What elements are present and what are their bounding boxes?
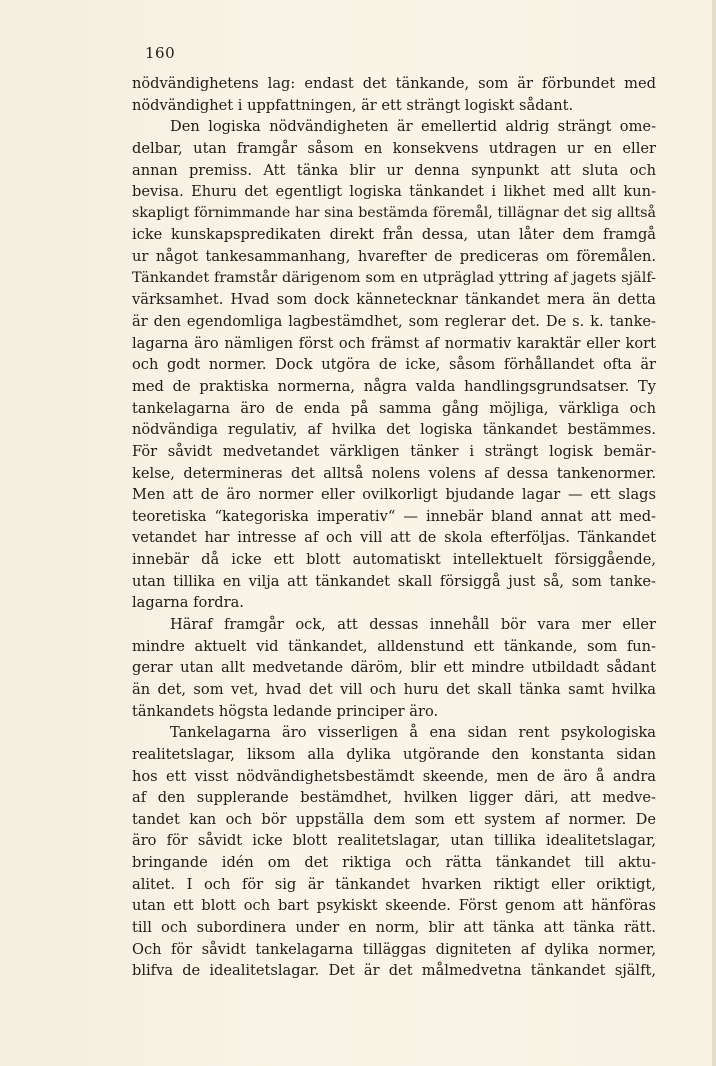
text-line: annan premiss. Att tänka blir ur denna synpunkt att sluta och xyxy=(132,161,656,179)
text-line: än det, som vet, hvad det vill och huru det skall tänka samt hvilka xyxy=(132,680,656,698)
text-line: lagarna fordra. xyxy=(132,594,244,612)
page-number: 160 xyxy=(145,44,176,62)
text-line: lagarna äro nämligen först och främst af normativ karaktär eller kort xyxy=(132,334,656,352)
text-line: skapligt förnimmande har sina bestämda föremål, tillägnar det sig alltså xyxy=(132,204,656,221)
text-line: utan ett blott och bart psykiskt skeende. Först genom att hänföras xyxy=(132,897,656,915)
text-line: tankelagarna äro de enda på samma gång möjliga, värkliga och xyxy=(132,399,656,417)
text-line: kelse, determineras det alltså nolens volens af dessa tankenormer. xyxy=(132,464,656,482)
text-line: ur något tankesammanhang, hvarefter de prediceras om föremålen. xyxy=(132,248,656,266)
text-line: mindre aktuelt vid tänkandet, alldenstund ett tänkande, som fun- xyxy=(132,637,656,655)
text-line: realitetslagar, liksom alla dylika utgörande den konstanta sidan xyxy=(132,745,656,763)
text-line: äro för såvidt icke blott realitetslagar, utan tillika idealitetslagar, xyxy=(132,832,656,850)
text-line: Häraf framgår ock, att dessas innehåll bör vara mer eller xyxy=(170,616,656,634)
text-line: nödvändiga regulativ, af hvilka det logiska tänkandet bestämmes. xyxy=(132,421,656,439)
text-line: med de praktiska normerna, några valda handlingsgrundsatser. Ty xyxy=(132,377,656,395)
text-line: och godt normer. Dock utgöra de icke, såsom förhållandet ofta är xyxy=(132,356,656,374)
text-line: Tänkandet framstår därigenom som en utpräglad yttring af jagets själf- xyxy=(132,269,656,286)
text-line: tandet kan och bör uppställa dem som ett system af normer. De xyxy=(132,810,656,828)
text-line: till och subordinera under en norm, blir att tänka att tänka rätt. xyxy=(132,918,656,936)
text-line: bringande idén om det riktiga och rätta tänkandet till aktu- xyxy=(132,854,656,872)
text-line: alitet. I och för sig är tänkandet hvarken riktigt eller oriktigt, xyxy=(132,875,656,893)
body-text xyxy=(132,73,656,982)
text-line: tänkandets högsta ledande principer äro. xyxy=(132,702,439,720)
text-line: nödvändighet i uppfattningen, är ett strängt logiskt sådant. xyxy=(132,96,574,114)
text-line: vetandet har intresse af och vill att de skola efterföljas. Tänkandet xyxy=(132,529,656,547)
text-line: af den supplerande bestämdhet, hvilken ligger däri, att medve- xyxy=(132,789,656,807)
text-line: nödvändighetens lag: endast det tänkande, som är förbundet med xyxy=(132,75,656,92)
text-line: delbar, utan framgår såsom en konsekvens utdragen ur en eller xyxy=(132,139,656,157)
text-line: teoretiska “kategoriska imperativ“ — innebär bland annat att med- xyxy=(132,507,656,525)
text-line: För såvidt medvetandet värkligen tänker i strängt logisk bemär- xyxy=(132,442,656,460)
text-line: är den egendomliga lagbestämdhet, som reglerar det. De s. k. tanke- xyxy=(132,313,656,331)
text-line: bevisa. Ehuru det egentligt logiska tänkandet i likhet med allt kun- xyxy=(132,183,656,201)
text-line: icke kunskapspredikaten direkt från dessa, utan låter dem framgå xyxy=(132,226,656,244)
text-line: Tankelagarna äro visserligen å ena sidan rent psykologiska xyxy=(170,724,656,742)
text-line: utan tillika en vilja att tänkandet skall försiggå just så, som tanke- xyxy=(132,572,656,590)
text-line: Den logiska nödvändigheten är emellertid aldrig strängt ome- xyxy=(170,118,656,136)
text-line: värksamhet. Hvad som dock kännetecknar tänkandet mera än detta xyxy=(132,291,656,309)
text-line: Men att de äro normer eller ovilkorligt bjudande lagar — ett slags xyxy=(132,486,656,504)
text-line: innebär då icke ett blott automatiskt intellektuelt försiggående, xyxy=(132,551,656,569)
text-line: Och för såvidt tankelagarna tilläggas digniteten af dylika normer, xyxy=(132,940,656,958)
text-line: gerar utan allt medvetande däröm, blir ett mindre utbildadt sådant xyxy=(132,659,656,677)
text-line: hos ett visst nödvändighetsbestämdt skeende, men de äro å andra xyxy=(132,767,656,785)
text-line: blifva de idealitetslagar. Det är det målmedvetna tänkandet själft, xyxy=(132,962,656,980)
